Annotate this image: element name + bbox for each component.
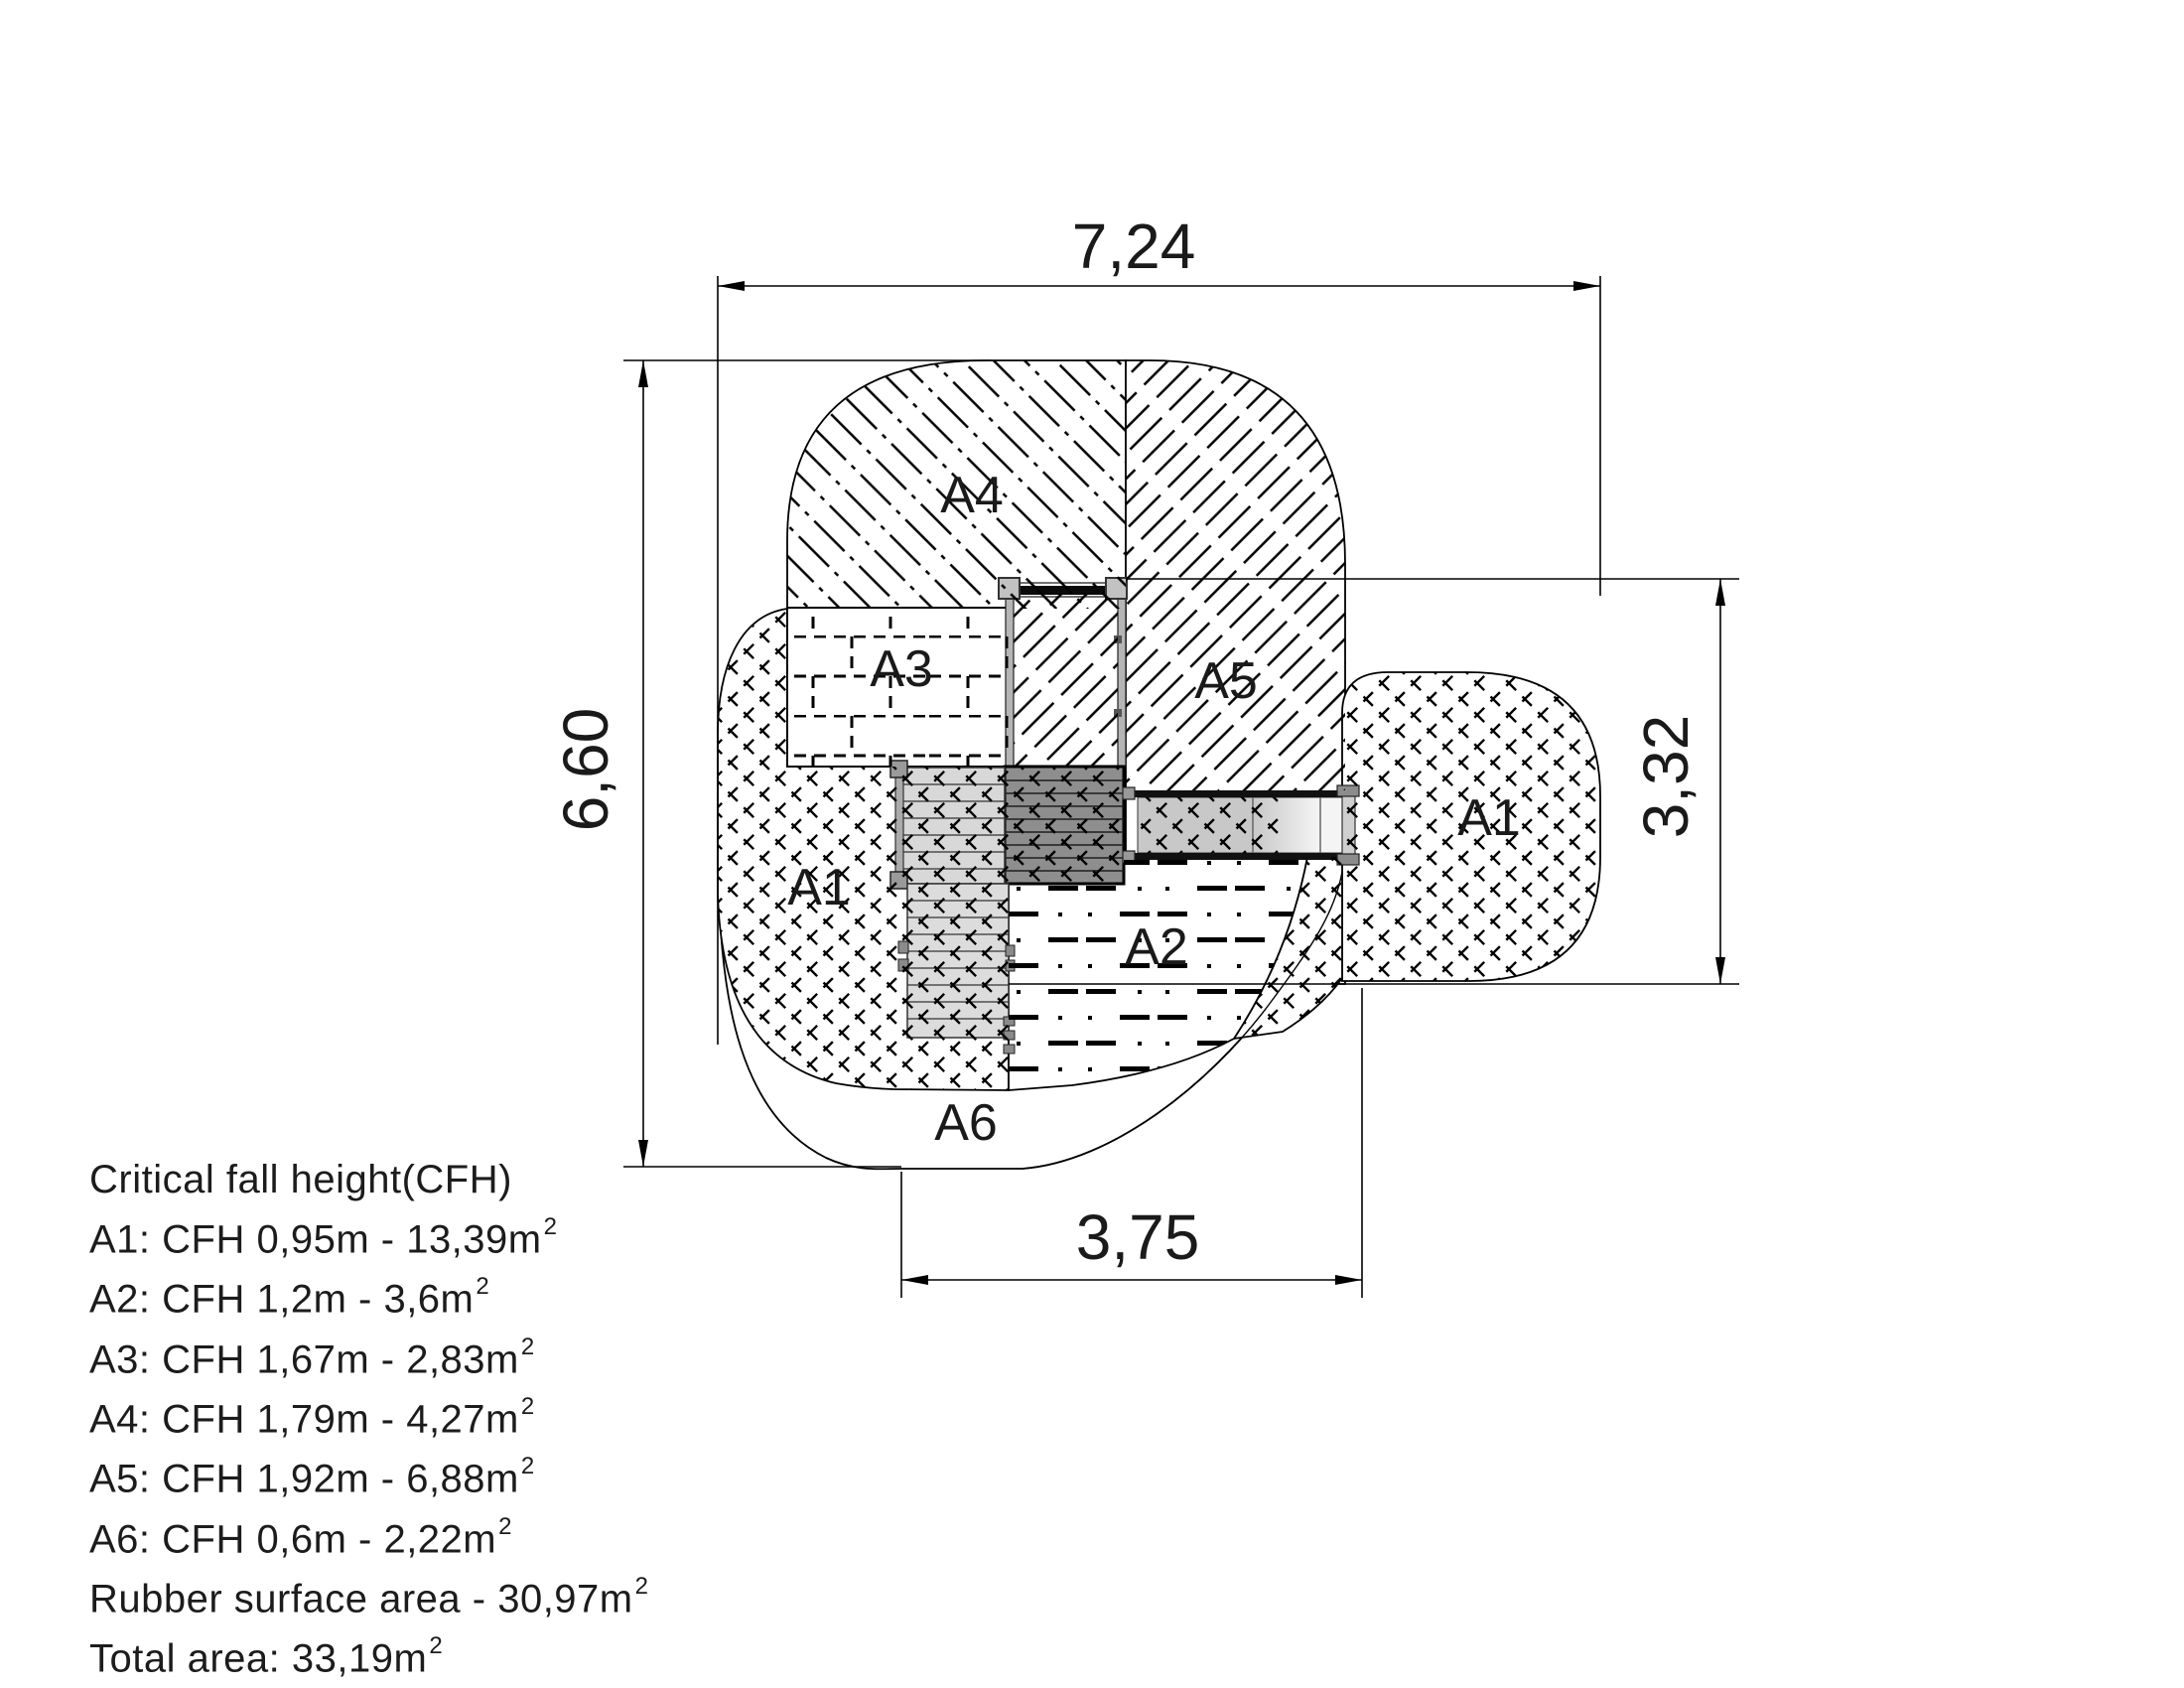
- legend-title: [89, 1155, 646, 1205]
- legend-line-a4: A4: CFH $1,79m - 4,27m^2$: [89, 1392, 535, 1442]
- label-a1-left: A1: [787, 859, 851, 916]
- legend-line-a6: A6: CFH $0,6m - 2,22m^2$: [89, 1512, 512, 1561]
- legend-line-rubber: Rubber surface area - $30,97m^2$: [89, 1572, 649, 1621]
- arrow-icon: [1715, 957, 1725, 984]
- arrow-icon: [1335, 1275, 1362, 1285]
- dim-text-right: 3,32: [1630, 714, 1702, 839]
- label-a2: A2: [1125, 918, 1188, 976]
- slide-bed-end: [1320, 797, 1344, 853]
- hatch-a5: [1126, 360, 1345, 790]
- label-a6: A6: [934, 1094, 998, 1152]
- label-a5: A5: [1194, 652, 1258, 710]
- legend-line-total: Total area: $33,19m^2$: [89, 1632, 444, 1681]
- hatch-slide: [1138, 797, 1281, 853]
- legend-line-a3: A3: CFH $1,67m - 2,83m^2$: [89, 1333, 535, 1381]
- hatch-overlays: [718, 360, 1600, 1090]
- hatch-platform: [1005, 767, 1124, 884]
- arrow-icon: [1715, 579, 1725, 606]
- arrow-icon: [638, 360, 648, 387]
- label-a4: A4: [940, 467, 1004, 524]
- corridor-right-rail: [1118, 594, 1126, 767]
- hatch-corridor: [1014, 594, 1118, 767]
- dim-text-top: 7,24: [1071, 211, 1196, 282]
- arrow-icon: [1573, 281, 1600, 291]
- label-a3: A3: [870, 640, 933, 698]
- label-a1-right: A1: [1457, 789, 1521, 847]
- arrow-icon: [718, 281, 745, 291]
- dim-text-bottom: 3,75: [1075, 1201, 1200, 1273]
- legend-line-a5: A5: CFH $1,92m - 6,88m^2$: [89, 1453, 535, 1501]
- arrow-icon: [901, 1275, 928, 1285]
- legend-line-a1: A1: CFH $0,95m - 13,39m^2$: [89, 1213, 558, 1262]
- cfh-legend: [89, 1155, 649, 1685]
- dim-text-left: 6,60: [550, 707, 621, 832]
- legend-line-a2: A2: CFH $1,2m - 3,6m^2$: [89, 1273, 490, 1322]
- slide-top-rail: [1130, 790, 1344, 797]
- legend-title-text: Critical fall height(CFH): [89, 1158, 512, 1201]
